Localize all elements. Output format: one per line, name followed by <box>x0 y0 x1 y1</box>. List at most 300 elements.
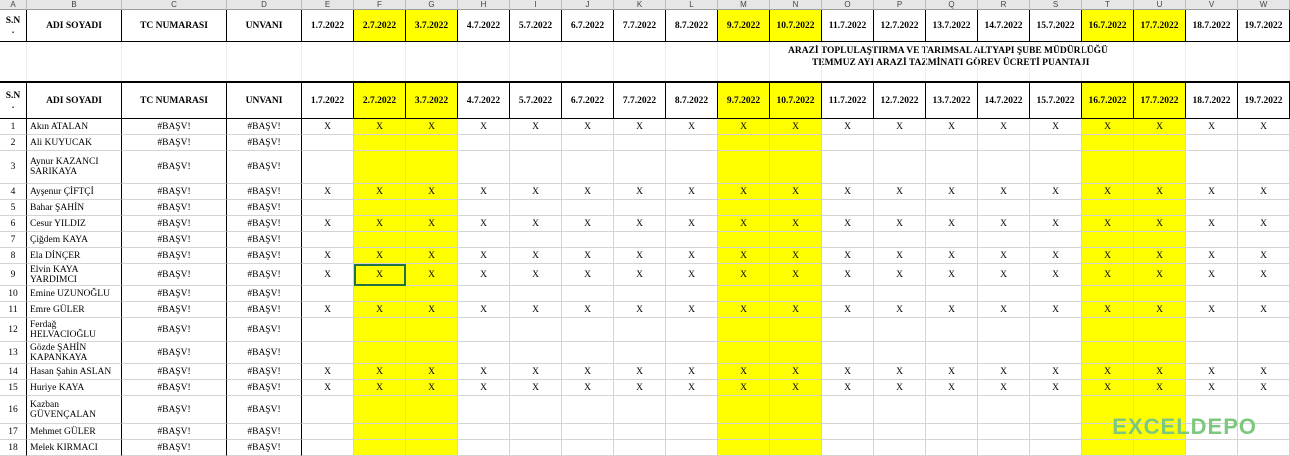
attendance-cell[interactable] <box>1030 424 1082 440</box>
attendance-cell[interactable] <box>562 135 614 151</box>
attendance-cell[interactable] <box>302 200 354 216</box>
attendance-cell[interactable]: X <box>1186 248 1238 264</box>
attendance-cell[interactable] <box>1186 440 1238 456</box>
header-date-cell[interactable]: 17.7.2022 <box>1134 10 1186 42</box>
title-cell[interactable]: #BAŞV! <box>227 232 302 248</box>
tc-number-cell[interactable]: #BAŞV! <box>122 302 227 318</box>
header-date-cell[interactable]: 2.7.2022 <box>354 81 406 119</box>
attendance-cell[interactable] <box>978 135 1030 151</box>
attendance-cell[interactable] <box>354 286 406 302</box>
attendance-cell[interactable] <box>510 232 562 248</box>
attendance-cell[interactable]: X <box>562 216 614 232</box>
row-number-cell[interactable]: 9 <box>0 264 27 286</box>
column-header-m[interactable]: M <box>718 0 770 10</box>
attendance-cell[interactable] <box>1082 342 1134 364</box>
attendance-cell[interactable]: X <box>770 364 822 380</box>
attendance-cell[interactable] <box>406 232 458 248</box>
attendance-cell[interactable] <box>822 424 874 440</box>
column-header-l[interactable]: L <box>666 0 718 10</box>
attendance-cell[interactable]: X <box>1030 264 1082 286</box>
attendance-cell[interactable]: X <box>562 380 614 396</box>
attendance-cell[interactable] <box>614 440 666 456</box>
attendance-cell[interactable] <box>354 396 406 424</box>
attendance-cell[interactable]: X <box>1134 264 1186 286</box>
header-date-cell[interactable]: 2.7.2022 <box>354 10 406 42</box>
row-number-cell[interactable]: 15 <box>0 380 27 396</box>
employee-name-cell[interactable]: Hasan Şahin ASLAN <box>27 364 122 380</box>
attendance-cell[interactable] <box>926 232 978 248</box>
attendance-cell[interactable] <box>1030 151 1082 184</box>
attendance-cell[interactable] <box>926 440 978 456</box>
title-cell[interactable]: #BAŞV! <box>227 184 302 200</box>
attendance-cell[interactable] <box>978 151 1030 184</box>
attendance-cell[interactable]: X <box>614 216 666 232</box>
attendance-cell[interactable]: X <box>302 302 354 318</box>
attendance-cell[interactable]: X <box>718 264 770 286</box>
attendance-cell[interactable] <box>614 396 666 424</box>
attendance-cell[interactable]: X <box>354 216 406 232</box>
header-date-cell[interactable]: 12.7.2022 <box>874 81 926 119</box>
attendance-cell[interactable]: X <box>562 248 614 264</box>
title-area-cell[interactable] <box>666 42 718 81</box>
attendance-cell[interactable]: X <box>1030 119 1082 135</box>
title-area-cell[interactable] <box>510 42 562 81</box>
attendance-cell[interactable]: X <box>666 264 718 286</box>
title-area-cell[interactable] <box>0 42 27 81</box>
attendance-cell[interactable]: X <box>718 216 770 232</box>
title-cell[interactable]: #BAŞV! <box>227 200 302 216</box>
attendance-cell[interactable] <box>510 286 562 302</box>
attendance-cell[interactable] <box>978 424 1030 440</box>
attendance-cell[interactable] <box>822 135 874 151</box>
header-sn-cell[interactable] <box>0 10 27 42</box>
attendance-cell[interactable]: X <box>926 119 978 135</box>
attendance-cell[interactable] <box>978 232 1030 248</box>
attendance-cell[interactable] <box>510 200 562 216</box>
employee-name-cell[interactable]: Emre GÜLER <box>27 302 122 318</box>
attendance-cell[interactable] <box>822 396 874 424</box>
header-date-cell[interactable]: 4.7.2022 <box>458 10 510 42</box>
attendance-cell[interactable] <box>978 396 1030 424</box>
attendance-cell[interactable] <box>458 318 510 342</box>
column-header-i[interactable]: I <box>510 0 562 10</box>
attendance-cell[interactable]: X <box>770 380 822 396</box>
attendance-cell[interactable] <box>822 232 874 248</box>
attendance-cell[interactable]: X <box>822 184 874 200</box>
attendance-cell[interactable] <box>614 286 666 302</box>
column-header-v[interactable]: V <box>1186 0 1238 10</box>
attendance-cell[interactable]: X <box>354 248 406 264</box>
attendance-cell[interactable]: X <box>1134 380 1186 396</box>
attendance-cell[interactable]: X <box>1238 302 1290 318</box>
attendance-cell[interactable]: X <box>666 248 718 264</box>
attendance-cell[interactable] <box>562 424 614 440</box>
attendance-cell[interactable] <box>926 151 978 184</box>
attendance-cell[interactable] <box>1186 200 1238 216</box>
attendance-cell[interactable] <box>562 318 614 342</box>
attendance-cell[interactable] <box>1238 286 1290 302</box>
attendance-cell[interactable]: X <box>510 184 562 200</box>
title-area-cell[interactable] <box>458 42 510 81</box>
attendance-cell[interactable] <box>926 200 978 216</box>
title-cell[interactable]: #BAŞV! <box>227 440 302 456</box>
attendance-cell[interactable]: X <box>1134 216 1186 232</box>
attendance-cell[interactable] <box>1134 135 1186 151</box>
attendance-cell[interactable] <box>718 396 770 424</box>
attendance-cell[interactable] <box>1238 151 1290 184</box>
header-date-cell[interactable]: 12.7.2022 <box>874 10 926 42</box>
attendance-cell[interactable]: X <box>1238 364 1290 380</box>
attendance-cell[interactable] <box>458 440 510 456</box>
attendance-cell[interactable] <box>718 318 770 342</box>
attendance-cell[interactable] <box>1238 342 1290 364</box>
attendance-cell[interactable]: X <box>1238 119 1290 135</box>
employee-name-cell[interactable]: Bahar ŞAHİN <box>27 200 122 216</box>
attendance-cell[interactable]: X <box>978 216 1030 232</box>
attendance-cell[interactable] <box>510 396 562 424</box>
attendance-cell[interactable] <box>666 440 718 456</box>
attendance-cell[interactable]: X <box>1238 216 1290 232</box>
attendance-cell[interactable]: X <box>354 184 406 200</box>
attendance-cell[interactable]: X <box>614 184 666 200</box>
employee-name-cell[interactable]: Cesur YILDIZ <box>27 216 122 232</box>
employee-name-cell[interactable]: Kazban GÜVENÇALAN <box>27 396 122 424</box>
attendance-cell[interactable]: X <box>302 119 354 135</box>
attendance-cell[interactable]: X <box>978 119 1030 135</box>
attendance-cell[interactable] <box>1186 318 1238 342</box>
attendance-cell[interactable]: X <box>1082 119 1134 135</box>
attendance-cell[interactable]: X <box>302 364 354 380</box>
employee-name-cell[interactable]: Elvin KAYA YARDIMCI <box>27 264 122 286</box>
attendance-cell[interactable]: X <box>874 364 926 380</box>
employee-name-cell[interactable]: Mehmet GÜLER <box>27 424 122 440</box>
attendance-cell[interactable]: X <box>978 184 1030 200</box>
column-header-d[interactable]: D <box>227 0 302 10</box>
tc-number-cell[interactable]: #BAŞV! <box>122 380 227 396</box>
attendance-cell[interactable] <box>666 135 718 151</box>
attendance-cell[interactable]: X <box>302 248 354 264</box>
attendance-cell[interactable]: X <box>458 380 510 396</box>
attendance-cell[interactable] <box>770 318 822 342</box>
attendance-cell[interactable]: X <box>1134 184 1186 200</box>
attendance-cell[interactable]: X <box>718 380 770 396</box>
header-date-cell[interactable]: 13.7.2022 <box>926 81 978 119</box>
attendance-cell[interactable]: X <box>1030 380 1082 396</box>
attendance-cell[interactable] <box>614 424 666 440</box>
attendance-cell[interactable]: X <box>926 264 978 286</box>
attendance-cell[interactable]: X <box>1238 264 1290 286</box>
header-sn-cell[interactable] <box>0 81 27 119</box>
attendance-cell[interactable]: X <box>718 119 770 135</box>
attendance-cell[interactable]: X <box>874 248 926 264</box>
attendance-cell[interactable]: X <box>1186 119 1238 135</box>
attendance-cell[interactable] <box>562 342 614 364</box>
attendance-cell[interactable]: X <box>458 184 510 200</box>
title-area-cell[interactable] <box>1186 42 1238 81</box>
tc-number-cell[interactable]: #BAŞV! <box>122 151 227 184</box>
attendance-cell[interactable]: X <box>1082 248 1134 264</box>
attendance-cell[interactable] <box>406 424 458 440</box>
attendance-cell[interactable] <box>510 318 562 342</box>
attendance-cell[interactable] <box>458 342 510 364</box>
employee-name-cell[interactable]: Gözde ŞAHİN KAPANKAYA <box>27 342 122 364</box>
attendance-cell[interactable]: X <box>458 248 510 264</box>
attendance-cell[interactable] <box>666 200 718 216</box>
attendance-cell[interactable] <box>1134 232 1186 248</box>
attendance-cell[interactable] <box>562 286 614 302</box>
attendance-cell[interactable] <box>458 200 510 216</box>
attendance-cell[interactable] <box>614 151 666 184</box>
tc-number-cell[interactable]: #BAŞV! <box>122 184 227 200</box>
attendance-cell[interactable] <box>354 440 406 456</box>
header-title-cell[interactable]: UNVANI <box>227 81 302 119</box>
header-tc-cell[interactable]: TC NUMARASI <box>122 10 227 42</box>
employee-name-cell[interactable]: Ferdağ HELVACIOĞLU <box>27 318 122 342</box>
row-number-cell[interactable]: 7 <box>0 232 27 248</box>
title-area-cell[interactable] <box>1238 42 1290 81</box>
header-date-cell[interactable]: 15.7.2022 <box>1030 10 1082 42</box>
attendance-cell[interactable]: X <box>1134 364 1186 380</box>
attendance-cell[interactable]: X <box>822 216 874 232</box>
attendance-cell[interactable]: X <box>1082 380 1134 396</box>
attendance-cell[interactable] <box>1030 440 1082 456</box>
attendance-cell[interactable] <box>1082 286 1134 302</box>
attendance-cell[interactable] <box>978 318 1030 342</box>
header-date-cell[interactable]: 19.7.2022 <box>1238 10 1290 42</box>
attendance-cell[interactable] <box>458 151 510 184</box>
header-date-cell[interactable]: 1.7.2022 <box>302 10 354 42</box>
attendance-cell[interactable] <box>1186 286 1238 302</box>
attendance-cell[interactable] <box>1238 440 1290 456</box>
column-header-k[interactable]: K <box>614 0 666 10</box>
attendance-cell[interactable]: X <box>1186 364 1238 380</box>
attendance-cell[interactable]: X <box>1082 302 1134 318</box>
attendance-cell[interactable] <box>666 424 718 440</box>
attendance-cell[interactable] <box>406 286 458 302</box>
tc-number-cell[interactable]: #BAŞV! <box>122 135 227 151</box>
column-header-u[interactable]: U <box>1134 0 1186 10</box>
attendance-cell[interactable] <box>718 135 770 151</box>
attendance-cell[interactable]: X <box>1186 184 1238 200</box>
attendance-cell[interactable] <box>822 200 874 216</box>
attendance-cell[interactable]: X <box>770 302 822 318</box>
attendance-cell[interactable]: X <box>1186 264 1238 286</box>
attendance-cell[interactable]: X <box>1082 216 1134 232</box>
header-date-cell[interactable]: 17.7.2022 <box>1134 81 1186 119</box>
title-cell[interactable]: #BAŞV! <box>227 135 302 151</box>
attendance-cell[interactable]: X <box>614 364 666 380</box>
attendance-cell[interactable]: X <box>406 264 458 286</box>
attendance-cell[interactable]: X <box>770 119 822 135</box>
attendance-cell[interactable] <box>666 151 718 184</box>
column-header-t[interactable]: T <box>1082 0 1134 10</box>
title-area-cell[interactable] <box>978 42 1030 81</box>
column-header-j[interactable]: J <box>562 0 614 10</box>
attendance-cell[interactable]: X <box>406 364 458 380</box>
attendance-cell[interactable] <box>666 318 718 342</box>
attendance-cell[interactable]: X <box>822 248 874 264</box>
header-date-cell[interactable]: 7.7.2022 <box>614 81 666 119</box>
header-date-cell[interactable]: 10.7.2022 <box>770 10 822 42</box>
tc-number-cell[interactable]: #BAŞV! <box>122 232 227 248</box>
attendance-cell[interactable] <box>926 396 978 424</box>
attendance-cell[interactable]: X <box>1134 119 1186 135</box>
attendance-cell[interactable]: X <box>926 380 978 396</box>
attendance-cell[interactable] <box>926 135 978 151</box>
attendance-cell[interactable]: X <box>614 380 666 396</box>
attendance-cell[interactable]: X <box>1030 302 1082 318</box>
title-cell[interactable]: #BAŞV! <box>227 248 302 264</box>
tc-number-cell[interactable]: #BAŞV! <box>122 248 227 264</box>
attendance-cell[interactable]: X <box>978 364 1030 380</box>
attendance-cell[interactable] <box>666 342 718 364</box>
attendance-cell[interactable]: X <box>1134 248 1186 264</box>
title-area-cell[interactable] <box>354 42 406 81</box>
employee-name-cell[interactable]: Aynur KAZANCI SARIKAYA <box>27 151 122 184</box>
column-header-o[interactable]: O <box>822 0 874 10</box>
row-number-cell[interactable]: 17 <box>0 424 27 440</box>
attendance-cell[interactable] <box>874 135 926 151</box>
attendance-cell[interactable] <box>770 151 822 184</box>
column-header-h[interactable]: H <box>458 0 510 10</box>
attendance-cell[interactable]: X <box>510 302 562 318</box>
employee-name-cell[interactable]: Melek KIRMACI <box>27 440 122 456</box>
attendance-cell[interactable] <box>1134 151 1186 184</box>
tc-number-cell[interactable]: #BAŞV! <box>122 200 227 216</box>
attendance-cell[interactable] <box>302 151 354 184</box>
attendance-cell[interactable] <box>354 424 406 440</box>
attendance-cell[interactable] <box>406 135 458 151</box>
tc-number-cell[interactable]: #BAŞV! <box>122 342 227 364</box>
attendance-cell[interactable] <box>978 200 1030 216</box>
title-cell[interactable]: #BAŞV! <box>227 151 302 184</box>
attendance-cell[interactable] <box>302 396 354 424</box>
title-area-cell[interactable] <box>302 42 354 81</box>
attendance-cell[interactable]: X <box>562 302 614 318</box>
attendance-cell[interactable] <box>926 286 978 302</box>
attendance-cell[interactable]: X <box>1030 184 1082 200</box>
employee-name-cell[interactable]: Ela DİNÇER <box>27 248 122 264</box>
header-date-cell[interactable]: 10.7.2022 <box>770 81 822 119</box>
header-tc-cell[interactable]: TC NUMARASI <box>122 81 227 119</box>
attendance-cell[interactable] <box>1082 151 1134 184</box>
attendance-cell[interactable] <box>718 151 770 184</box>
attendance-cell[interactable] <box>874 342 926 364</box>
attendance-cell[interactable]: X <box>406 248 458 264</box>
header-date-cell[interactable]: 3.7.2022 <box>406 81 458 119</box>
header-name-cell[interactable]: ADI SOYADI <box>27 81 122 119</box>
attendance-cell[interactable] <box>302 342 354 364</box>
title-cell[interactable]: #BAŞV! <box>227 264 302 286</box>
attendance-cell[interactable] <box>354 200 406 216</box>
header-date-cell[interactable]: 5.7.2022 <box>510 81 562 119</box>
column-header-f[interactable]: F <box>354 0 406 10</box>
attendance-cell[interactable] <box>822 318 874 342</box>
title-cell[interactable]: #BAŞV! <box>227 216 302 232</box>
attendance-cell[interactable] <box>510 440 562 456</box>
attendance-cell[interactable] <box>770 200 822 216</box>
attendance-cell[interactable] <box>614 200 666 216</box>
row-number-cell[interactable]: 12 <box>0 318 27 342</box>
attendance-cell[interactable] <box>1030 232 1082 248</box>
employee-name-cell[interactable]: Ali KUYUCAK <box>27 135 122 151</box>
attendance-cell[interactable] <box>406 200 458 216</box>
attendance-cell[interactable] <box>302 232 354 248</box>
attendance-cell[interactable] <box>926 424 978 440</box>
attendance-cell[interactable] <box>562 232 614 248</box>
attendance-cell[interactable]: X <box>874 119 926 135</box>
attendance-cell[interactable] <box>1134 200 1186 216</box>
attendance-cell[interactable]: X <box>718 184 770 200</box>
row-number-cell[interactable]: 1 <box>0 119 27 135</box>
attendance-cell[interactable] <box>510 424 562 440</box>
attendance-cell[interactable] <box>874 151 926 184</box>
attendance-cell[interactable] <box>874 200 926 216</box>
attendance-cell[interactable] <box>1030 396 1082 424</box>
header-date-cell[interactable]: 8.7.2022 <box>666 81 718 119</box>
title-cell[interactable]: #BAŞV! <box>227 342 302 364</box>
attendance-cell[interactable]: X <box>406 119 458 135</box>
attendance-cell[interactable] <box>354 135 406 151</box>
column-header-g[interactable]: G <box>406 0 458 10</box>
attendance-cell[interactable]: X <box>510 264 562 286</box>
attendance-cell[interactable] <box>822 440 874 456</box>
attendance-cell[interactable] <box>1082 440 1134 456</box>
attendance-cell[interactable]: X <box>666 119 718 135</box>
attendance-cell[interactable]: X <box>1030 248 1082 264</box>
column-header-b[interactable]: B <box>27 0 122 10</box>
column-header-s[interactable]: S <box>1030 0 1082 10</box>
attendance-cell[interactable]: X <box>1082 184 1134 200</box>
attendance-cell[interactable] <box>510 342 562 364</box>
column-header-p[interactable]: P <box>874 0 926 10</box>
tc-number-cell[interactable]: #BAŞV! <box>122 396 227 424</box>
attendance-cell[interactable] <box>1238 232 1290 248</box>
title-area-cell[interactable] <box>27 42 122 81</box>
attendance-cell[interactable]: X <box>1082 264 1134 286</box>
title-cell[interactable]: #BAŞV! <box>227 364 302 380</box>
attendance-cell[interactable] <box>718 440 770 456</box>
attendance-cell[interactable] <box>354 232 406 248</box>
header-date-cell[interactable]: 16.7.2022 <box>1082 81 1134 119</box>
attendance-cell[interactable]: X <box>926 364 978 380</box>
attendance-cell[interactable]: X <box>510 216 562 232</box>
attendance-cell[interactable]: X <box>666 380 718 396</box>
attendance-cell[interactable] <box>770 424 822 440</box>
header-date-cell[interactable]: 6.7.2022 <box>562 10 614 42</box>
employee-name-cell[interactable]: Huriye KAYA <box>27 380 122 396</box>
attendance-cell[interactable]: X <box>458 364 510 380</box>
attendance-cell[interactable]: X <box>354 380 406 396</box>
attendance-cell[interactable]: X <box>874 302 926 318</box>
tc-number-cell[interactable]: #BAŞV! <box>122 424 227 440</box>
attendance-cell[interactable] <box>822 286 874 302</box>
attendance-cell[interactable] <box>718 286 770 302</box>
attendance-cell[interactable] <box>1082 135 1134 151</box>
attendance-cell[interactable]: X <box>1030 364 1082 380</box>
column-header-r[interactable]: R <box>978 0 1030 10</box>
attendance-cell[interactable]: X <box>926 184 978 200</box>
header-date-cell[interactable]: 11.7.2022 <box>822 81 874 119</box>
header-date-cell[interactable]: 15.7.2022 <box>1030 81 1082 119</box>
header-date-cell[interactable]: 1.7.2022 <box>302 81 354 119</box>
attendance-cell[interactable] <box>406 318 458 342</box>
column-header-w[interactable]: W <box>1238 0 1290 10</box>
attendance-cell[interactable] <box>978 342 1030 364</box>
tc-number-cell[interactable]: #BAŞV! <box>122 440 227 456</box>
column-header-n[interactable]: N <box>770 0 822 10</box>
attendance-cell[interactable] <box>1134 286 1186 302</box>
